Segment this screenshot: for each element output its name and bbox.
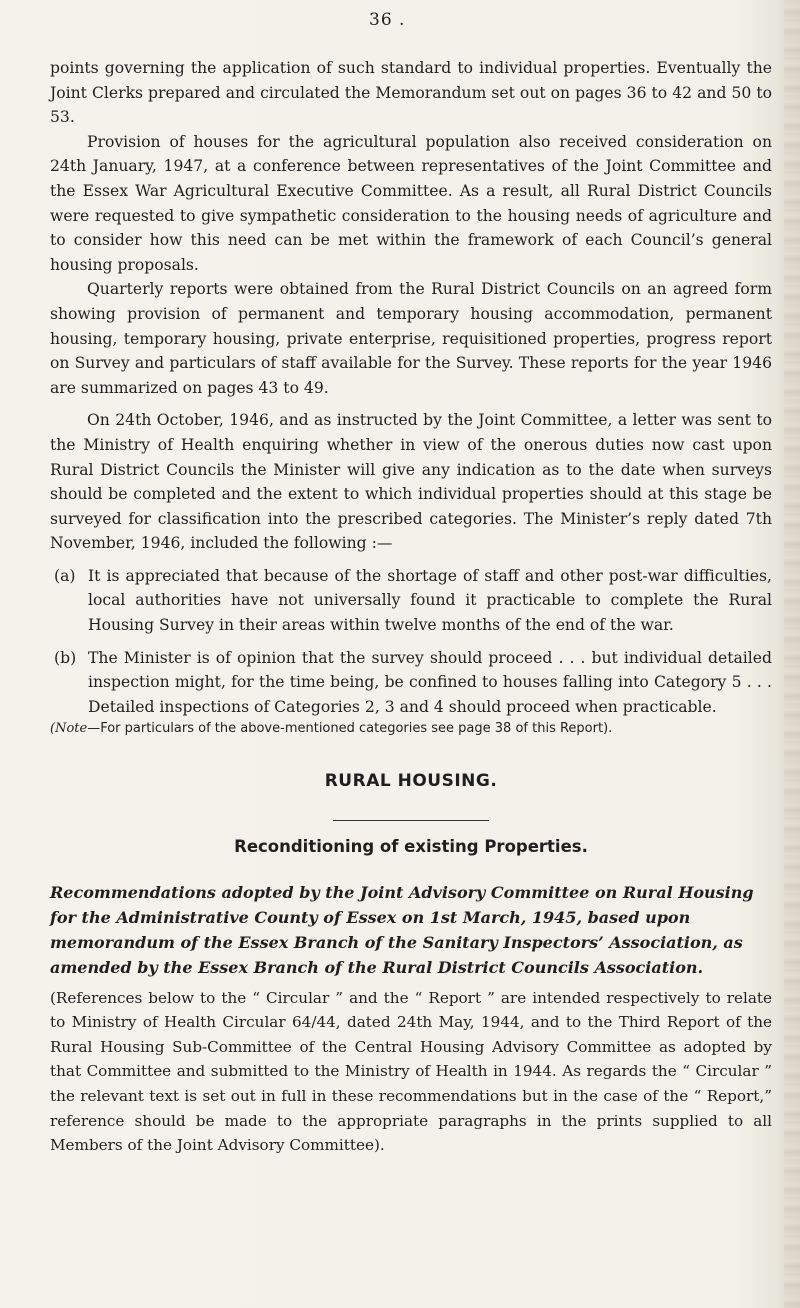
page-body <box>50 56 772 1158</box>
section-heading: RURAL HOUSING. <box>324 771 498 792</box>
references-paragraph: (References below to the “ Circular ” and the “ Report ” are intended respectively to relate to Ministry of Health Circular 64/44, dated 24th May, 1944, and to the Third Report of the Rural Housing Sub-Committee of the Central Housing Advisory Committee as adopted by that Committee and submitted to the Ministry of Health in 1944. As regards the “ Circular ” the relevant text is set out in full in these recommendations but in the case of the “ Report,” reference should be made to the appropriate paragraphs in the prints supplied to all Members of the Joint Advisory Committee). <box>50 988 772 1155</box>
list-item-b <box>50 646 772 720</box>
list-item-text: The Minister is of opinion that the survey should proceed . . . but individual detailed inspection might, for the time being, be confined to houses falling into Category 5 . . . Detailed inspections of Categories 2, 3 and 4 should proceed when practicable. <box>88 648 772 716</box>
note-text: —For particulars of the above-mentioned categories see page 38 of this Report). <box>87 721 613 737</box>
heading-divider <box>333 820 489 821</box>
recommendations-title: Recommendations adopted by the Joint Advisory Committee on Rural Housing for the Administrative County of Essex on 1st March, 1945, based upon memorandum of the Essex Branch of the Sanitary Inspectors’ Association, as amended by the Essex Branch of the Rural District Councils Association. <box>50 882 754 977</box>
list-item-a <box>50 564 772 638</box>
list-item-label: (a) <box>54 566 76 585</box>
note-prefix: (Note <box>50 721 88 737</box>
list-item-text: It is appreciated that because of the shortage of staff and other post-war difficulties, local authorities have not universally found it practicable to complete the Rural Housing Survey in their areas within twelve months of the end of the war. <box>88 566 772 635</box>
paragraph-2: Provision of houses for the agricultural population also received consideration on 24th January, 1947, at a conference between representatives of the Joint Committee and the Essex War Agricultural Executive Committee. As a result, all Rural District Councils were requested to give sympathetic consideration to the housing needs of agriculture and to consider how this need can be met within the framework of each Council’s general housing proposals. <box>50 132 772 274</box>
page-number: 36 . <box>369 10 406 30</box>
paragraph-4: On 24th October, 1946, and as instructed by the Joint Committee, a letter was sent to the Ministry of Health enquiring whether in view of the onerous duties now cast upon Rural District Councils the Minister will give any indication as to the date when surveys should be completed and the extent to which individual properties should at this stage be surveyed for classification into the prescribed categories. The Minister’s reply dated 7th November, 1946, included the following :— <box>50 411 772 553</box>
subsection-heading: Reconditioning of existing Properties. <box>234 837 588 857</box>
paragraph-1: points governing the application of such standard to individual properties. Eventually the Joint Clerks prepared and circulated the Memorandum set out on pages 36 to 42 and 50 to 53. <box>50 59 772 127</box>
paragraph-3: Quarterly reports were obtained from the Rural District Councils on an agreed form showing provision of permanent and temporary housing accommodation, permanent housing, temporary housing, private enterprise, requisitioned properties, progress report on Survey and particulars of staff available for the Survey. These reports for the year 1946 are summarized on pages 43 to 49. <box>50 280 772 397</box>
binding-edge <box>784 0 800 1308</box>
list-item-label: (b) <box>54 648 77 667</box>
categories-note <box>50 719 772 739</box>
